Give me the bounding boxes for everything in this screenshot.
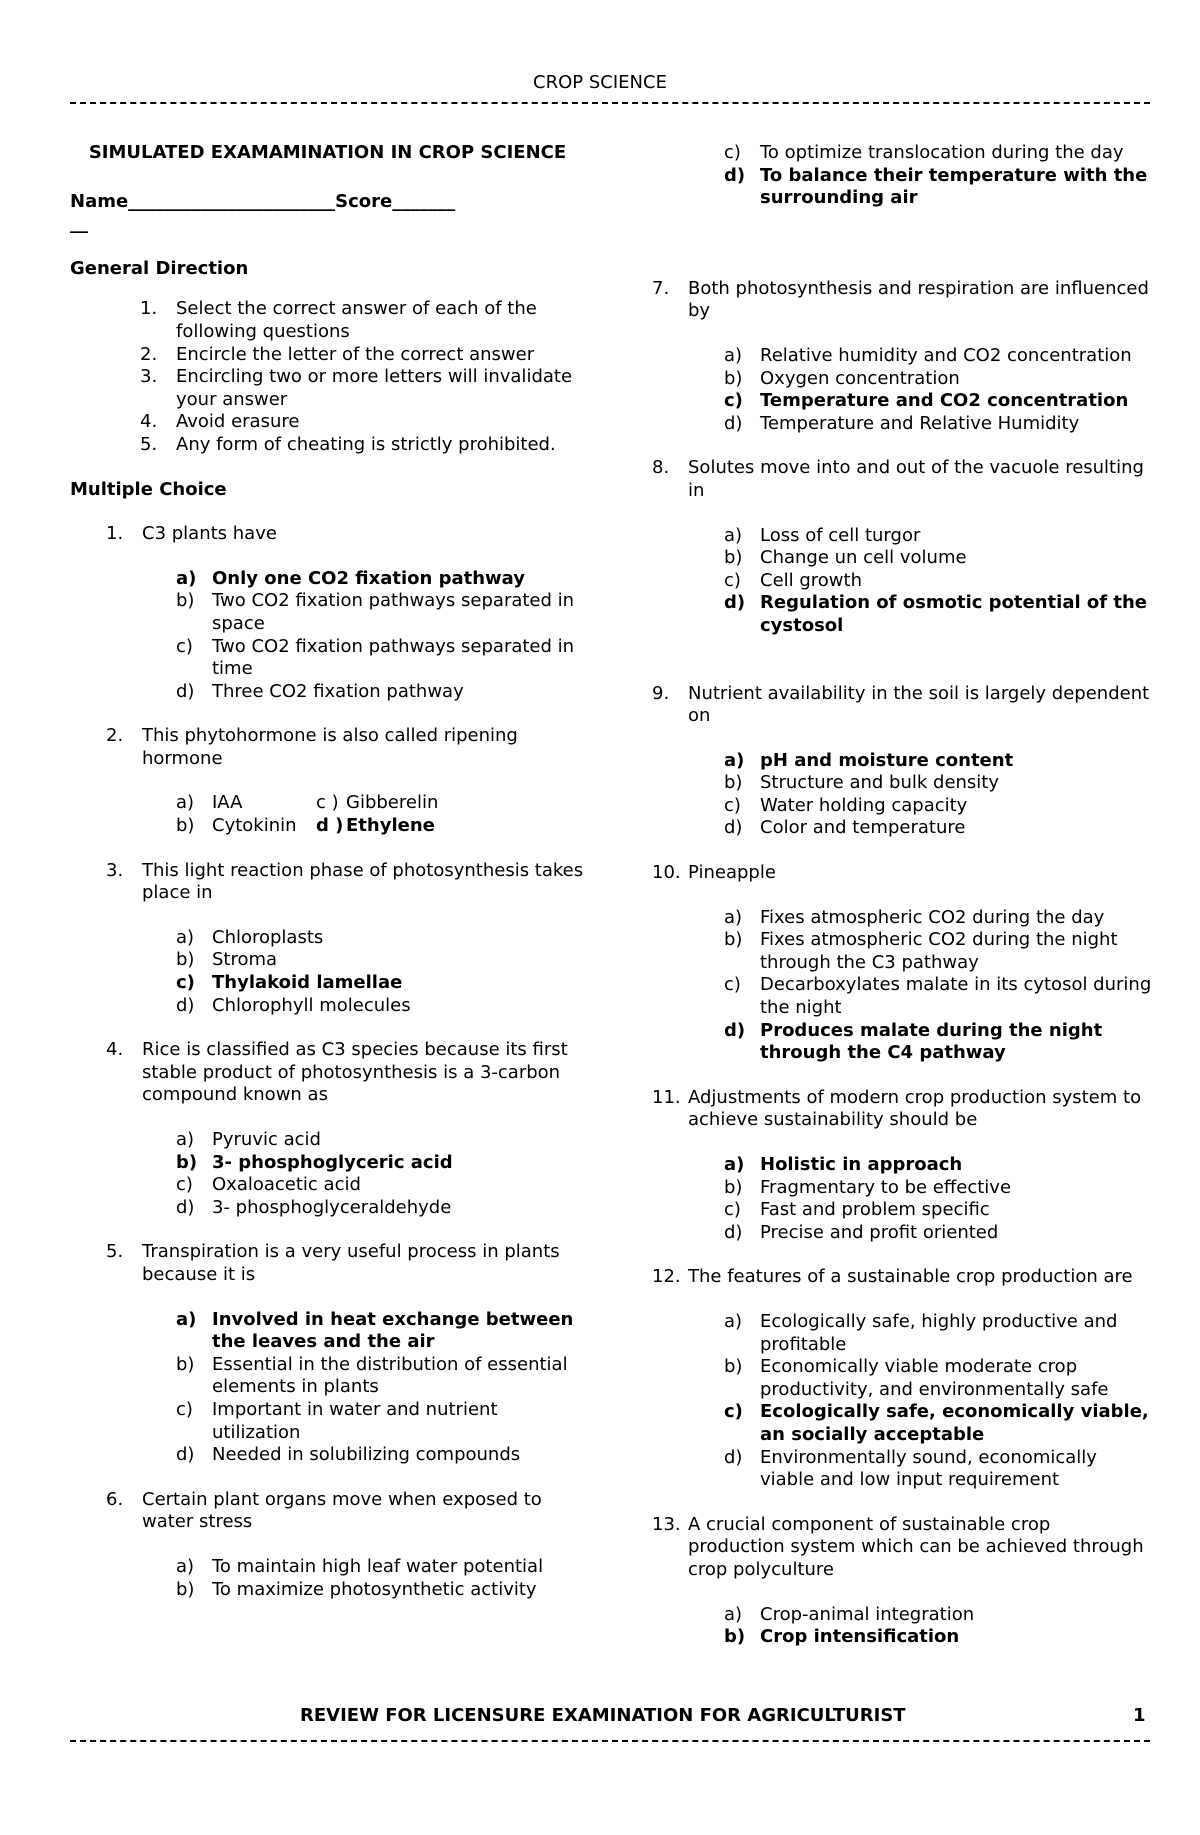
answer-option[interactable]: c) Decarboxylates malate in its cytosol during the night xyxy=(724,974,1152,1019)
answer-option[interactable]: c) Temperature and CO2 concentration xyxy=(724,390,1129,412)
answer-option[interactable]: c) Cell growth xyxy=(724,569,862,591)
answer-option[interactable]: c) Oxaloacetic acid xyxy=(176,1174,361,1196)
answer-option[interactable]: a) IAA xyxy=(176,792,243,814)
answer-option[interactable]: c) Thylakoid lamellae xyxy=(176,972,403,994)
answer-option[interactable]: b) Stroma xyxy=(176,949,278,971)
question-9-options xyxy=(724,750,1152,840)
answer-option[interactable]: c) To optimize translocation during the day xyxy=(724,142,1124,163)
answer-option[interactable]: b) Economically viable moderate crop productivity, and environmentally safe xyxy=(724,1356,1109,1400)
answer-option[interactable]: d) Chlorophyll molecules xyxy=(176,994,411,1016)
question-1-options xyxy=(176,568,590,704)
answer-option[interactable]: d) To balance their temperature with the surrounding air xyxy=(724,164,1148,209)
question-8-options xyxy=(724,525,1152,638)
answer-option[interactable]: a) Chloroplasts xyxy=(176,926,324,948)
direction-item: 2. Encircle the letter of the correct answer xyxy=(140,343,535,365)
answer-option[interactable]: d) Precise and profit oriented xyxy=(724,1221,999,1243)
answer-option[interactable]: c ) Gibberelin xyxy=(316,792,439,814)
question-6-options-continued xyxy=(724,142,1152,210)
answer-option[interactable]: b) Fixes atmospheric CO2 during the night through the C3 pathway xyxy=(724,929,1118,973)
question-1: 1. C3 plants have xyxy=(106,523,277,545)
answer-option[interactable]: a) Crop-animal integration xyxy=(724,1603,975,1625)
footer-divider xyxy=(70,1740,1150,1742)
answer-option[interactable]: b) Fragmentary to be effective xyxy=(724,1176,1012,1198)
directions-list xyxy=(70,298,590,456)
name-score-line-wrap: __ xyxy=(70,213,88,235)
answer-option[interactable]: d) 3- phosphoglyceraldehyde xyxy=(176,1196,452,1218)
question-3: 3. This light reaction phase of photosynthesis takes place in xyxy=(106,859,584,904)
question-11: 11. Adjustments of modern crop production system to achieve sustainability should be xyxy=(652,1086,1142,1131)
answer-option[interactable]: a) Ecologically safe, highly productive and profitable xyxy=(724,1310,1118,1355)
question-9: 9. Nutrient availability in the soil is largely dependent on xyxy=(652,682,1150,727)
left-column xyxy=(70,142,590,1601)
answer-option[interactable]: d) Temperature and Relative Humidity xyxy=(724,412,1080,434)
exam-title: SIMULATED EXAMAMINATION IN CROP SCIENCE xyxy=(88,142,567,163)
answer-option[interactable]: d) Color and temperature xyxy=(724,817,966,839)
question-11-options xyxy=(724,1154,1152,1244)
header-divider xyxy=(70,102,1150,104)
answer-option[interactable]: a) Pyruvic acid xyxy=(176,1129,321,1150)
direction-item: 3. Encircling two or more letters will invalidate your answer xyxy=(140,366,573,410)
answer-option[interactable]: d) Environmentally sound, economically viable and low input requirement xyxy=(724,1446,1097,1491)
answer-option[interactable]: b) Two CO2 fixation pathways separated in space xyxy=(176,590,575,634)
answer-option[interactable]: a) Loss of cell turgor xyxy=(724,524,921,546)
question-8: 8. Solutes move into and out of the vacuole resulting in xyxy=(652,457,1144,501)
answer-option[interactable]: d) Needed in solubilizing compounds xyxy=(176,1444,521,1466)
multiple-choice-heading: Multiple Choice xyxy=(70,478,227,500)
answer-option[interactable]: c) Fast and problem specific xyxy=(724,1199,990,1221)
question-12-options xyxy=(724,1311,1152,1492)
question-10: 10. Pineapple xyxy=(652,862,776,884)
question-13: 13. A crucial component of sustainable crop production system which can be achieved through crop polyculture xyxy=(652,1513,1144,1580)
right-column xyxy=(652,142,1152,1649)
answer-option[interactable]: d) Produces malate during the night through the C4 pathway xyxy=(724,1019,1103,1064)
answer-option[interactable]: b) Change un cell volume xyxy=(724,547,967,569)
directions-heading: General Direction xyxy=(70,257,249,279)
question-4-options xyxy=(176,1129,590,1219)
answer-option[interactable]: a) Only one CO2 fixation pathway xyxy=(176,567,525,589)
question-2-options xyxy=(176,792,590,837)
question-5: 5. Transpiration is a very useful process in plants because it is xyxy=(106,1241,560,1285)
answer-option[interactable]: a) Holistic in approach xyxy=(724,1154,963,1175)
question-6: 6. Certain plant organs move when exposed to water stress xyxy=(106,1488,542,1533)
direction-item: 5. Any form of cheating is strictly prohibited. xyxy=(140,433,556,455)
answer-option[interactable]: a) To maintain high leaf water potential xyxy=(176,1555,544,1577)
answer-option[interactable]: b) Essential in the distribution of essential elements in plants xyxy=(176,1353,568,1398)
answer-option[interactable]: b) Oxygen concentration xyxy=(724,367,960,389)
answer-option[interactable]: c) Water holding capacity xyxy=(724,794,968,816)
answer-option[interactable]: a) Involved in heat exchange between the leaves and the air xyxy=(176,1308,574,1353)
answer-option[interactable]: a) pH and moisture content xyxy=(724,749,1014,771)
question-7: 7. Both photosynthesis and respiration are influenced by xyxy=(652,277,1149,322)
answer-option[interactable]: b) Cytokinin xyxy=(176,815,297,837)
question-4: 4. Rice is classified as C3 species because its first stable product of photosynthesis is a 3-carbon compound known as xyxy=(106,1039,568,1106)
answer-option[interactable]: d ) Ethylene xyxy=(316,815,435,837)
question-7-options xyxy=(724,345,1152,435)
question-2: 2. This phytohormone is also called ripening hormone xyxy=(106,725,518,769)
question-10-options xyxy=(724,907,1152,1065)
answer-option[interactable]: b) To maximize photosynthetic activity xyxy=(176,1578,537,1600)
footer-text: REVIEW FOR LICENSURE EXAMINATION FOR AGRICULTURIST xyxy=(300,1705,906,1726)
answer-option[interactable]: d) Regulation of osmotic potential of the cystosol xyxy=(724,592,1148,636)
direction-item: 4. Avoid erasure xyxy=(140,411,300,433)
name-score-line: Name_______________________Score_______ xyxy=(70,190,456,212)
answer-option[interactable]: a) Fixes atmospheric CO2 during the day xyxy=(724,906,1105,928)
answer-option[interactable]: b) Crop intensification xyxy=(724,1626,960,1648)
question-13-options xyxy=(724,1604,1152,1649)
question-12: 12. The features of a sustainable crop production are xyxy=(652,1266,1133,1288)
question-3-options xyxy=(176,927,590,1017)
page-number: 1 xyxy=(1133,1705,1146,1726)
answer-option[interactable]: b) 3- phosphoglyceric acid xyxy=(176,1151,453,1173)
answer-option[interactable]: b) Structure and bulk density xyxy=(724,772,1000,794)
page-header-title: CROP SCIENCE xyxy=(533,72,667,93)
question-5-options xyxy=(176,1309,590,1467)
answer-option[interactable]: c) Ecologically safe, economically viable, an socially acceptable xyxy=(724,1401,1149,1445)
answer-option[interactable]: a) Relative humidity and CO2 concentration xyxy=(724,344,1132,366)
answer-option[interactable]: c) Important in water and nutrient utilization xyxy=(176,1398,498,1443)
question-6-options xyxy=(176,1556,590,1601)
answer-option[interactable]: c) Two CO2 fixation pathways separated in time xyxy=(176,635,575,680)
answer-option[interactable]: d) Three CO2 fixation pathway xyxy=(176,680,464,702)
direction-item: 1. Select the correct answer of each of the following questions xyxy=(140,298,537,342)
